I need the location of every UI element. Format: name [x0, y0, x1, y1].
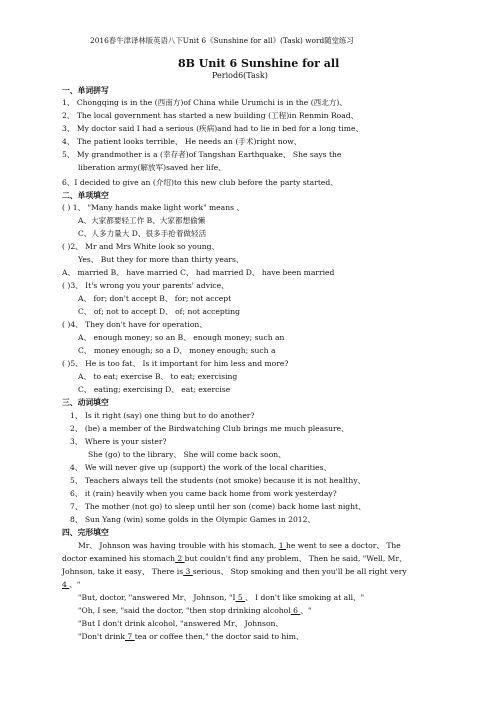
cloze-text: "But, doctor, "answered Mr、 Johnson, "I — [78, 593, 236, 602]
question-line: 6、 it (rain) heavily when you came back home from work yesterday? — [70, 489, 337, 498]
question-line: ( )4、 They don't have for operation、 — [62, 320, 207, 329]
option-line: C、 eating; exercising D、 eat; exercise — [78, 385, 231, 394]
cloze-text: 、 I don't like smoking at all、" — [245, 593, 365, 602]
option-line: A、 for; don't accept B、 for; not accept — [78, 294, 232, 303]
option-line: A、大家都要轻工作 B、大家都想偷懒 — [78, 216, 206, 225]
cloze-text: but couldn't find any problem、 Then he said, "Well, Mr、 — [184, 554, 407, 563]
cloze-line — [62, 554, 407, 564]
question-line: 7、 The mother (not go) to sleep until her son (come) back home last night、 — [70, 502, 366, 511]
option-line: A、 married B、 have married C、 had married D、 have been married — [62, 268, 335, 277]
section-heading-cloze: 四、完形填空 — [62, 528, 109, 537]
cloze-line — [78, 593, 364, 603]
question-line: 1、 Chongqing is in the (西南方)of China while Urumchi is in the (西北方)、 — [62, 98, 347, 107]
section-heading-spelling: 一、单词拼写 — [62, 86, 109, 95]
cloze-blank-5: 5 — [235, 593, 246, 602]
cloze-text: doctor examined his stomach — [62, 554, 175, 563]
question-line: 5、 Teachers always tell the students (not smoke) because it is not healthy、 — [70, 476, 366, 485]
option-line: C、人多力量大 D、很多手抢着做轻活 — [78, 229, 207, 238]
question-line: 5、 My grandmother is a (幸存者)of Tangshan Earthquake、 She says the — [62, 150, 342, 159]
question-line: 2、 The local government has started a new building (工程)in Renmin Road、 — [62, 111, 359, 120]
cloze-text: Johnson, take it easy、 There is — [62, 567, 184, 576]
cloze-blank-6: 6 — [290, 606, 301, 615]
cloze-blank-1: 1 — [278, 541, 286, 550]
cloze-blank-2: 2 — [174, 554, 185, 563]
question-line: 3、 My doctor said I had a serious (疾病)and had to lie in bed for a long time、 — [62, 124, 364, 133]
cloze-blank-7: 7 — [125, 632, 135, 641]
question-line: ( )3、 It's wrong you your parents' advice、 — [62, 281, 229, 290]
cloze-text: "Don't drink — [78, 632, 126, 641]
cloze-blank-4: 4 — [62, 580, 70, 589]
cloze-text: 、" — [69, 580, 81, 589]
question-line: 4、 We will never give up (support) the work of the local charities、 — [70, 463, 332, 472]
option-line: C、 money enough; so a D、 money enough; such a — [78, 346, 276, 355]
section-heading-single-choice: 二、单项填空 — [62, 191, 109, 200]
question-line-continued: She (go) to the library、 She will come back soon、 — [88, 450, 286, 459]
question-line: 1、 Is it right (say) one thing but to do another? — [70, 411, 255, 420]
question-line: ( ) 1、 "Many hands make light work" means 、 — [62, 203, 245, 212]
question-line-continued: Yes、 But they for more than thirty years、 — [78, 255, 244, 264]
question-line: 6、I decided to give an (介绍)to this new club before the party started、 — [62, 178, 338, 187]
cloze-text: he went to see a doctor、 The — [285, 541, 401, 550]
cloze-line — [62, 580, 80, 590]
page-header: 2016春牛津译林版英语八下Unit 6《Sunshine for all》(Task) word随堂练习 — [90, 36, 354, 45]
question-line: 3、 Where is your sister? — [70, 437, 167, 446]
cloze-text: 、" — [300, 606, 312, 615]
cloze-text: "Oh, I see, "said the doctor, "then stop drinking alcohol — [78, 606, 291, 615]
option-line: A、 to eat; exercise B、 to eat; exercising — [78, 372, 238, 381]
question-line: ( )5、 He is too fat、 Is it important for him less and more? — [62, 359, 289, 368]
cloze-line — [78, 541, 401, 551]
cloze-line — [62, 567, 407, 577]
question-line: 8、 Sun Yang (win) some golds in the Olympic Games in 2012、 — [70, 515, 316, 524]
option-line: C、 of; not to accept D、 of; not accepting — [78, 307, 240, 316]
cloze-text: Mr、 Johnson was having trouble with his stomach, — [78, 541, 279, 550]
cloze-blank-3: 3 — [183, 567, 193, 576]
cloze-line — [78, 606, 311, 616]
cloze-line: "But I don't drink alcohol, "answered Mr、 Johnson、 — [78, 619, 284, 628]
question-line: ( )2、 Mr and Mrs White look so young、 — [62, 242, 220, 251]
cloze-line — [78, 632, 304, 642]
question-line: 4、 The patient looks terrible、 He needs an (手术)right now、 — [62, 137, 302, 146]
question-line-continued: liberation army(解放军)saved her life、 — [78, 163, 226, 172]
cloze-text: serious、 Stop smoking and then you'll be all right very — [192, 567, 407, 576]
option-line: A、 enough money; so an B、 enough money; such an — [78, 333, 285, 342]
cloze-text: tea or coffee then," the doctor said to him、 — [134, 632, 304, 641]
section-heading-verb-fill: 三、动词填空 — [62, 398, 109, 407]
document-title: 8B Unit 6 Sunshine for all — [178, 57, 340, 70]
question-line: 2、 (be) a member of the Birdwatching Club brings me much pleasure、 — [70, 424, 349, 433]
document-subtitle: Period6(Task) — [212, 71, 268, 80]
